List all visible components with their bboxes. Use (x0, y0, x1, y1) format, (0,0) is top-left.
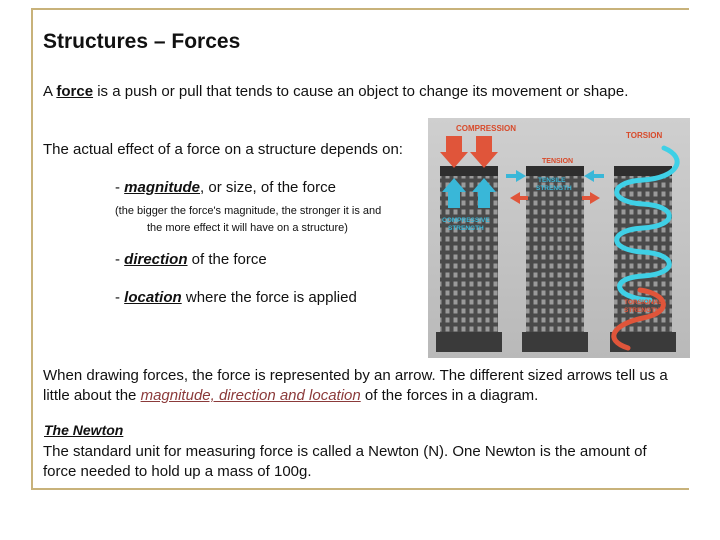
left-rule (31, 8, 33, 490)
bullet-rest: where the force is applied (181, 289, 357, 306)
magnitude-term: magnitude (124, 179, 201, 196)
note-line-1: (the bigger the force's magnitude, the stronger it is and (115, 205, 382, 217)
label-compression: COMPRESSION (456, 124, 517, 133)
label-torsional-strength-2: STRENGTH (624, 307, 660, 314)
label-torsional-strength-1: TORSIONAL (624, 299, 663, 306)
slide-title: Structures – Forces (43, 30, 241, 53)
bullet-direction (115, 250, 267, 270)
definition-suffix: is a push or pull that tends to cause an object to change its movement or shape. (93, 83, 629, 100)
drawing-prefix: When drawing forces, the force is represented by an arrow. The different sized arrows tell us a little about the (43, 367, 668, 404)
drawing-terms: magnitude, direction and location (140, 387, 361, 404)
location-term: location (124, 289, 182, 306)
top-rule (31, 8, 689, 10)
bullet-dash: - (115, 179, 125, 196)
force-definition (43, 82, 633, 102)
building-compression (436, 166, 502, 352)
bullet-magnitude (115, 178, 336, 198)
newton-heading: The Newton (44, 422, 124, 438)
building-tension (522, 166, 588, 352)
bullet-location (115, 288, 357, 308)
label-torsion: TORSION (626, 131, 663, 140)
magnitude-note (115, 203, 425, 237)
direction-term: direction (124, 251, 188, 268)
drawing-forces-paragraph (43, 366, 683, 406)
label-tensile-strength-1: TENSILE (538, 177, 566, 184)
force-term: force (56, 83, 94, 100)
newton-paragraph: The standard unit for measuring force is called a Newton (N). One Newton is the amount of force needed to hold up a mass of 100g. (43, 443, 647, 480)
label-tension: TENSION (542, 158, 574, 165)
bullet-rest: of the force (187, 251, 267, 268)
label-compressive-strength-1: COMPRESSIVE (442, 217, 490, 224)
bullet-dash: - (115, 289, 125, 306)
label-compressive-strength-2: STRENGTH (448, 225, 484, 232)
bullet-rest: , or size, of the force (200, 179, 336, 196)
definition-prefix: A (43, 83, 57, 100)
forces-illustration (428, 118, 690, 358)
label-tensile-strength-2: STRENGTH (536, 185, 572, 192)
bullet-dash: - (115, 251, 125, 268)
drawing-suffix: of the forces in a diagram. (360, 387, 539, 404)
note-line-2: the more effect it will have on a structure) (147, 222, 348, 234)
depends-on-text: The actual effect of a force on a structure depends on: (43, 141, 403, 158)
bottom-rule (31, 488, 689, 490)
